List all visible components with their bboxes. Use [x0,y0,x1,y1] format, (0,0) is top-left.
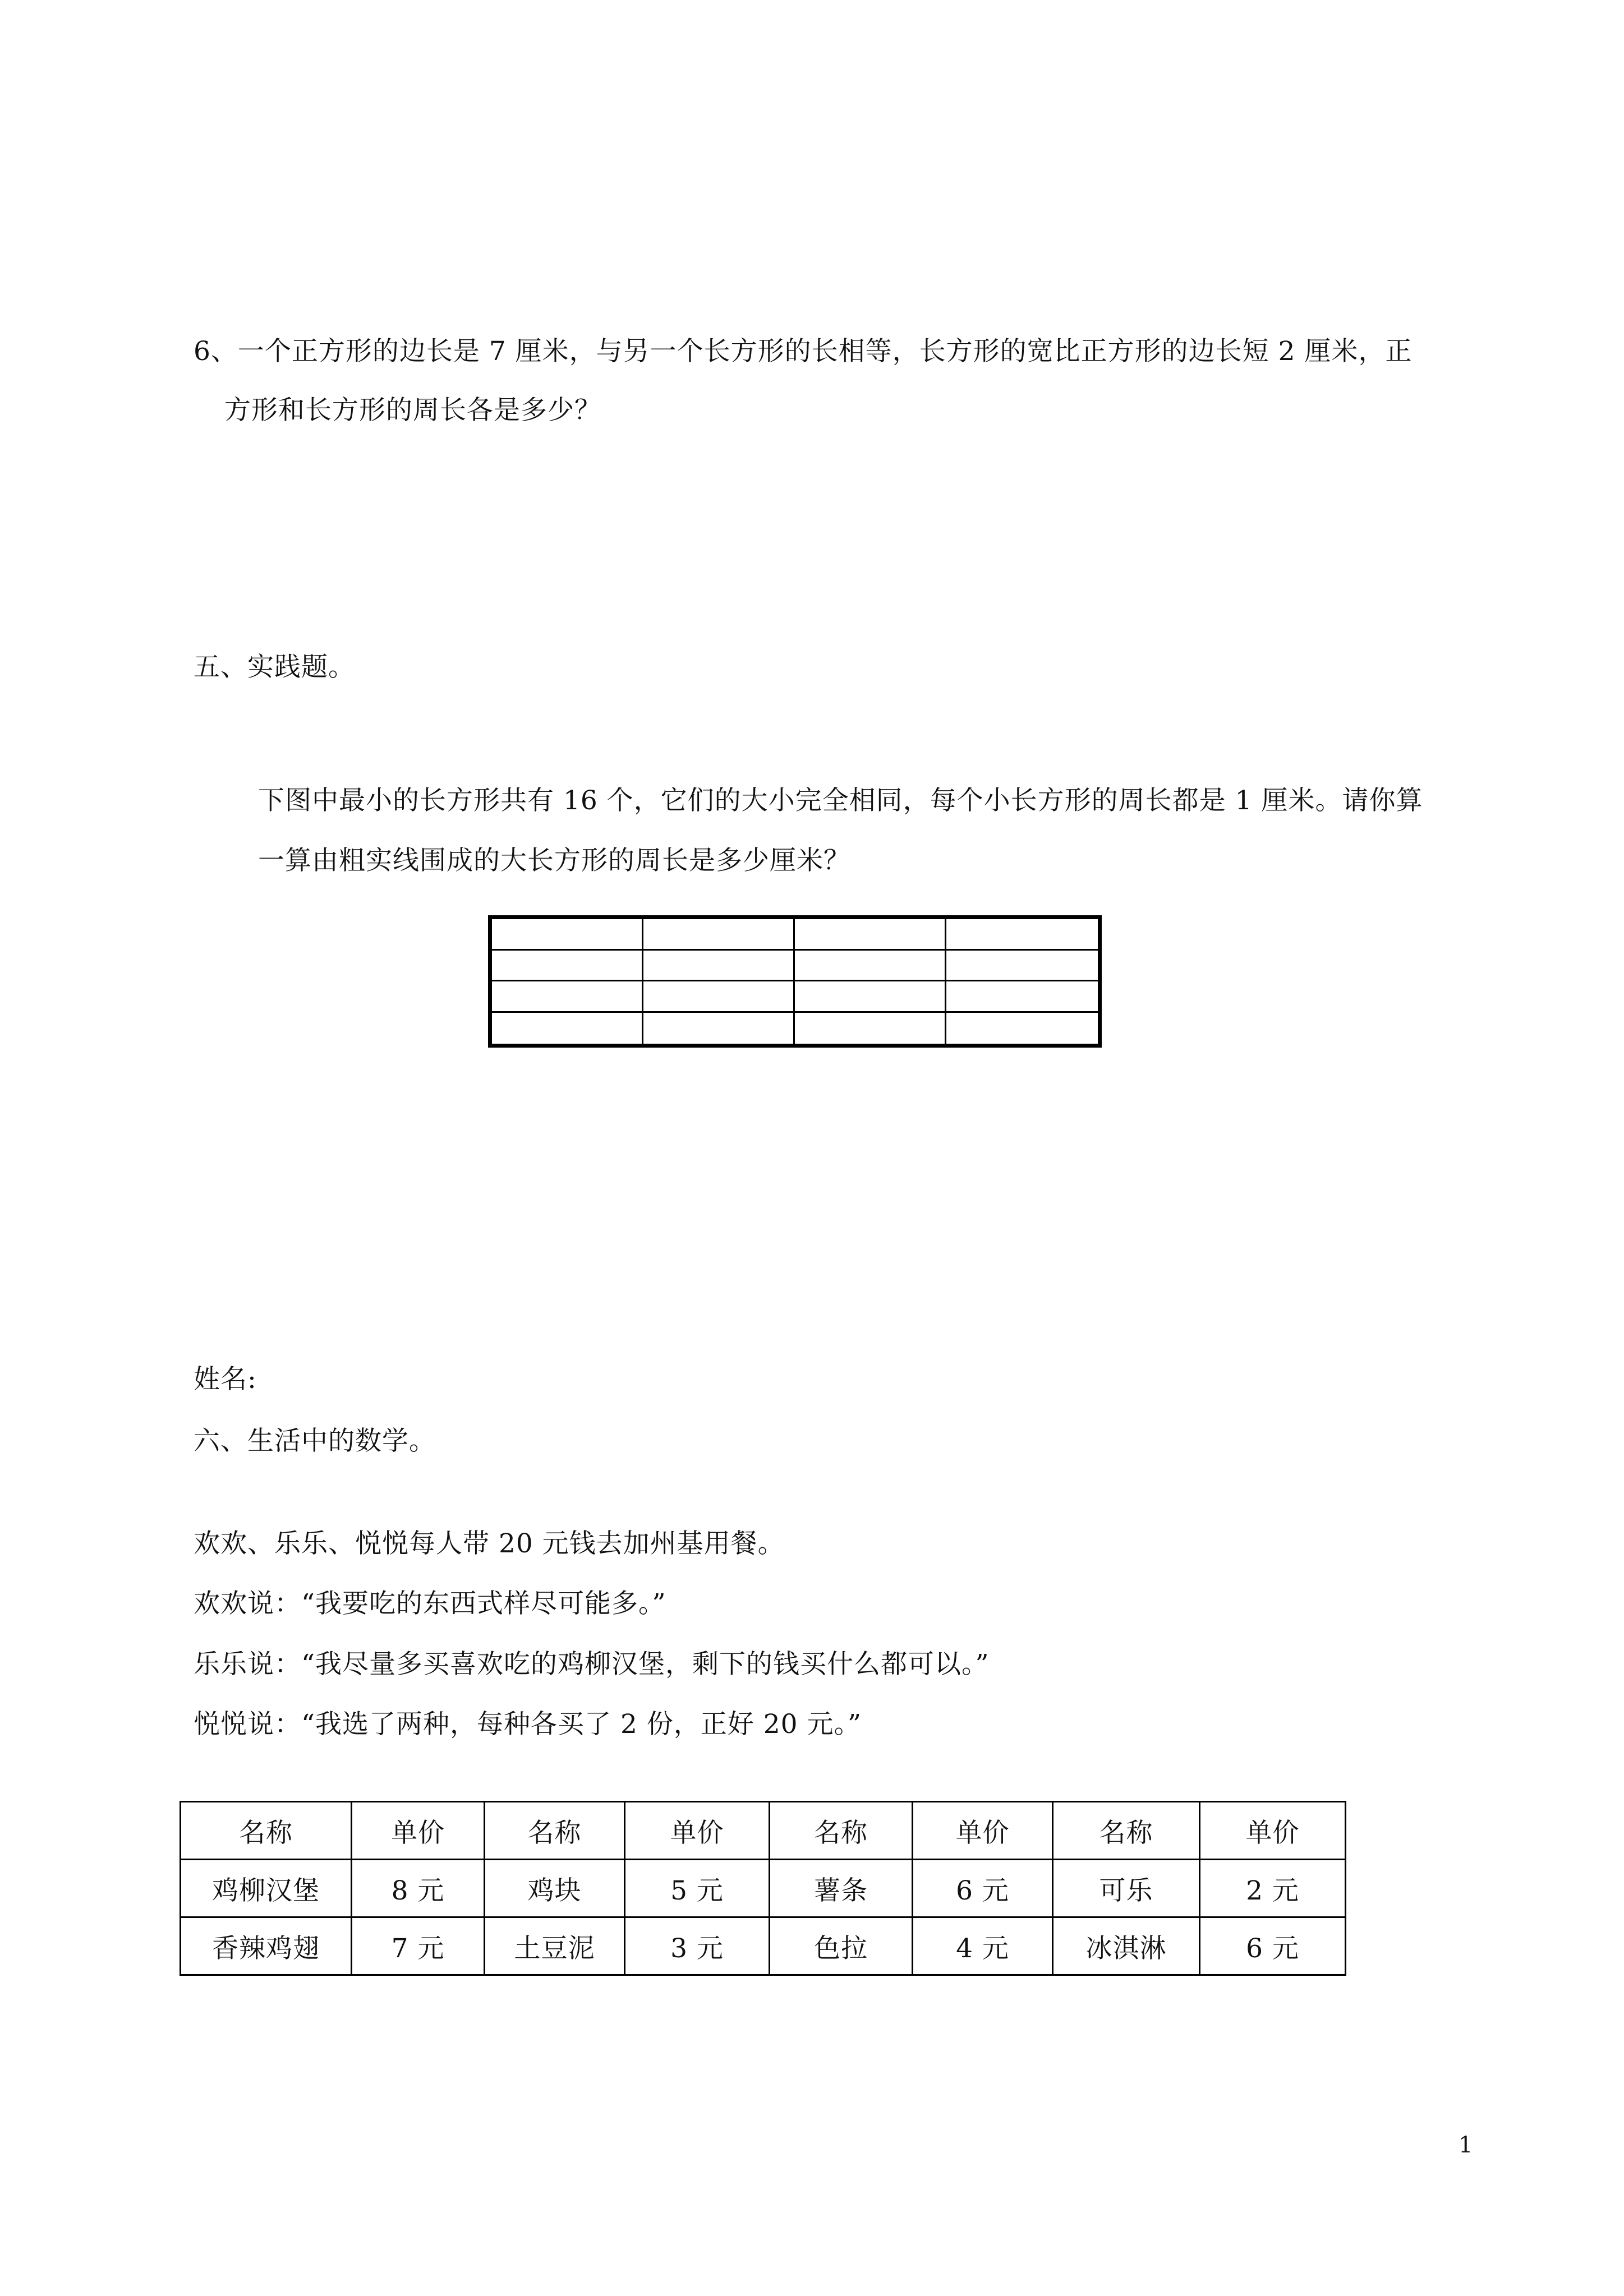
item-name-cell: 薯条 [770,1860,913,1917]
yueyue-statement: 悦悦说：“我选了两种，每种各买了 2 份，正好 20 元。” [194,1709,862,1740]
grid-cell [946,1013,1098,1044]
item-price-cell: 6 元 [1200,1917,1346,1975]
grid-cell [643,1013,795,1044]
lele-statement: 乐乐说：“我尽量多买喜欢吃的鸡柳汉堡，剩下的钱买什么都可以。” [194,1649,990,1680]
grid-cell [492,951,643,982]
item-price-cell: 8 元 [352,1860,485,1917]
table-row [181,1917,1346,1975]
grid-cell [795,951,946,982]
question-6-line-2: 方形和长方形的周长各是多少？ [224,395,601,426]
item-price-cell: 7 元 [352,1917,485,1975]
item-name-cell: 土豆泥 [485,1917,625,1975]
grid-cell [643,919,795,951]
section-5-problem-line-2: 一算由粗实线围成的大长方形的周长是多少厘米？ [258,845,850,876]
section-6-heading: 六、生活中的数学。 [194,1426,436,1456]
section-5-problem-line-1: 下图中最小的长方形共有 16 个，它们的大小完全相同，每个小长方形的周长都是 1 厘米。请你算 [258,785,1423,816]
item-price-cell: 4 元 [913,1917,1053,1975]
price-table [180,1801,1346,1976]
section-5-heading: 五、实践题。 [194,652,355,683]
header-cell: 名称 [181,1802,352,1860]
grid-cell [946,951,1098,982]
section-6-intro: 欢欢、乐乐、悦悦每人带 20 元钱去加州基用餐。 [194,1528,785,1559]
name-label: 姓名: [194,1364,257,1395]
grid-cell [795,919,946,951]
header-cell: 名称 [1053,1802,1200,1860]
grid-cell [643,951,795,982]
grid-cell [946,919,1098,951]
item-price-cell: 3 元 [625,1917,770,1975]
grid-cell [795,1013,946,1044]
grid-cell [492,1013,643,1044]
grid-cell [643,981,795,1013]
header-cell: 单价 [1200,1802,1346,1860]
item-price-cell: 5 元 [625,1860,770,1917]
header-cell: 名称 [770,1802,913,1860]
table-row [181,1860,1346,1917]
item-name-cell: 色拉 [770,1917,913,1975]
item-name-cell: 香辣鸡翅 [181,1917,352,1975]
grid-cell [795,981,946,1013]
item-price-cell: 2 元 [1200,1860,1346,1917]
header-cell: 单价 [625,1802,770,1860]
item-price-cell: 6 元 [913,1860,1053,1917]
item-name-cell: 可乐 [1053,1860,1200,1917]
item-name-cell: 冰淇淋 [1053,1917,1200,1975]
question-6-line-1: 6、一个正方形的边长是 7 厘米，与另一个长方形的长相等，长方形的宽比正方形的边长短 2 厘米，正 [194,336,1413,367]
huanhuan-statement: 欢欢说：“我要吃的东西式样尽可能多。” [194,1588,666,1619]
page-number: 1 [1459,2132,1473,2158]
table-header-row [181,1802,1346,1860]
grid-cell [492,981,643,1013]
grid-cell [946,981,1098,1013]
header-cell: 名称 [485,1802,625,1860]
item-name-cell: 鸡块 [485,1860,625,1917]
header-cell: 单价 [352,1802,485,1860]
item-name-cell: 鸡柳汉堡 [181,1860,352,1917]
header-cell: 单价 [913,1802,1053,1860]
grid-cell [492,919,643,951]
rectangle-grid-figure [488,915,1102,1048]
